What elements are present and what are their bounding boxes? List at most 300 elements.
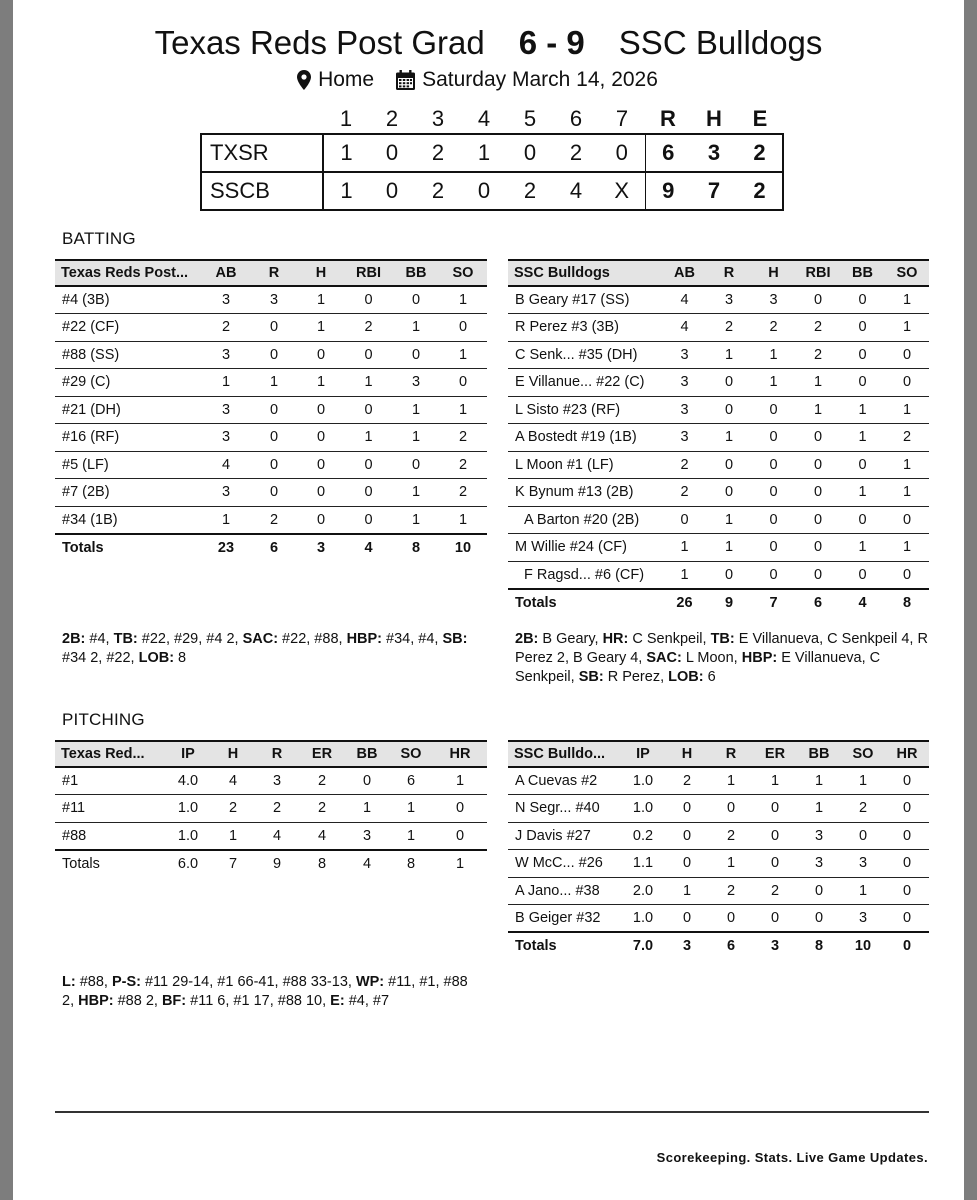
player-name: #11 [55, 795, 165, 823]
stat-column-header: H [751, 260, 796, 286]
player-row [508, 424, 929, 452]
stat-cell: 0 [885, 795, 929, 823]
boxscore-page [13, 0, 964, 1200]
stat-cell: 1 [840, 424, 885, 452]
stat-cell: 1 [211, 822, 255, 850]
player-row [55, 767, 487, 795]
stat-cell: 1 [707, 424, 751, 452]
stat-cell: 1 [751, 369, 796, 397]
player-row [55, 451, 487, 479]
note-value: 6 [703, 669, 716, 685]
stat-column-header: R [709, 741, 753, 767]
inning-score: 0 [507, 134, 553, 172]
stat-cell: 1 [250, 369, 298, 397]
totals-row [55, 850, 487, 878]
note-key: SB: [578, 669, 604, 685]
stat-cell: 0 [433, 822, 487, 850]
stat-cell: 3 [202, 286, 250, 314]
stat-cell: 0 [344, 506, 393, 534]
stat-cell: 1 [885, 314, 929, 342]
calendar-icon [396, 70, 415, 90]
player-name: K Bynum #13 (2B) [508, 479, 662, 507]
stat-cell: 0 [344, 479, 393, 507]
stat-cell: 0 [840, 314, 885, 342]
stat-cell: 0 [751, 561, 796, 589]
stat-cell: 3 [797, 850, 841, 878]
player-row [508, 286, 929, 314]
stat-cell: 3 [202, 479, 250, 507]
total-cell: 6 [250, 534, 298, 562]
stat-column-header: H [665, 741, 709, 767]
stat-column-header: R [707, 260, 751, 286]
total-cell: 7 [751, 589, 796, 617]
stat-cell: 0 [797, 905, 841, 933]
stat-cell: 0 [665, 905, 709, 933]
note-key: SB: [442, 631, 468, 647]
stat-cell: 1 [665, 877, 709, 905]
stat-cell: 1 [840, 396, 885, 424]
note-key: HBP: [78, 993, 114, 1009]
batting-section-label: BATTING [62, 229, 136, 248]
player-row [508, 795, 929, 823]
player-row [508, 341, 929, 369]
inning-score: 2 [507, 172, 553, 210]
inning-score: 0 [369, 172, 415, 210]
footer-tagline: Scorekeeping. Stats. Live Game Updates. [656, 1150, 928, 1165]
total-cell: 9 [707, 589, 751, 617]
stat-cell: 4 [662, 314, 707, 342]
player-name: #88 [55, 822, 165, 850]
stat-cell: 1 [345, 795, 389, 823]
player-name: C Senk... #35 (DH) [508, 341, 662, 369]
stat-cell: 2 [299, 795, 345, 823]
location [297, 68, 374, 92]
stat-cell: 0 [753, 822, 797, 850]
player-name: A Cuevas #2 [508, 767, 621, 795]
stat-cell: 3 [841, 850, 885, 878]
stat-cell: 1 [393, 396, 439, 424]
stat-cell: 2 [709, 822, 753, 850]
stat-cell: 0 [344, 396, 393, 424]
total-cell: 4 [840, 589, 885, 617]
stat-cell: 4.0 [165, 767, 211, 795]
player-name: R Perez #3 (3B) [508, 314, 662, 342]
total-cell: 10 [841, 932, 885, 960]
stat-column-header: IP [621, 741, 665, 767]
stat-cell: 0 [840, 341, 885, 369]
stat-cell: 1 [393, 506, 439, 534]
total-cell: 8 [797, 932, 841, 960]
linescore-team: SSCB [201, 172, 323, 210]
stat-cell: 3 [662, 424, 707, 452]
stat-cell: 1 [885, 286, 929, 314]
total-cell: 4 [345, 850, 389, 878]
player-row [55, 795, 487, 823]
total-cell: 8 [389, 850, 433, 878]
stat-cell: 0 [885, 905, 929, 933]
note-value: 8 [174, 650, 187, 666]
totals-label: Totals [508, 589, 662, 617]
stat-cell: 1 [202, 369, 250, 397]
stat-cell: 3 [202, 424, 250, 452]
player-name: W McC... #26 [508, 850, 621, 878]
game-score: 6 - 9 [518, 24, 585, 61]
player-row [55, 369, 487, 397]
note-key: L: [62, 974, 76, 990]
stat-cell: 3 [797, 822, 841, 850]
player-row [508, 767, 929, 795]
inning-score: X [599, 172, 645, 210]
note-value: #34, #4, [382, 631, 443, 647]
stat-cell: 3 [202, 396, 250, 424]
pitching-notes-home [62, 973, 477, 1011]
hits-header: H [706, 105, 722, 131]
batting-table-away [508, 259, 929, 616]
stat-cell: 0 [751, 396, 796, 424]
home-team-name: Texas Reds Post Grad [154, 24, 485, 61]
stat-cell: 3 [662, 396, 707, 424]
player-name: L Moon #1 (LF) [508, 451, 662, 479]
stat-cell: 0 [841, 822, 885, 850]
stat-cell: 1 [393, 424, 439, 452]
team-column-header: SSC Bulldogs [508, 260, 662, 286]
stat-cell: 0 [298, 396, 344, 424]
stat-column-header: HR [433, 741, 487, 767]
inning-header: 1 [339, 105, 353, 131]
stat-cell: 0 [250, 314, 298, 342]
note-key: SAC: [242, 631, 279, 647]
stat-cell: 2 [439, 451, 487, 479]
stat-cell: 1 [439, 506, 487, 534]
line-score [200, 104, 784, 211]
player-name: #16 (RF) [55, 424, 202, 452]
stat-cell: 6 [389, 767, 433, 795]
stat-cell: 1 [389, 795, 433, 823]
stat-cell: 0 [885, 767, 929, 795]
stat-cell: 0 [751, 479, 796, 507]
total-cell: 8 [299, 850, 345, 878]
stat-cell: 0 [344, 341, 393, 369]
totals-row [508, 589, 929, 617]
stat-cell: 2 [796, 341, 840, 369]
stat-cell: 0 [665, 822, 709, 850]
stat-cell: 0 [662, 506, 707, 534]
stat-cell: 2 [665, 767, 709, 795]
stat-cell: 2 [841, 795, 885, 823]
player-row [55, 424, 487, 452]
stat-cell: 1 [662, 561, 707, 589]
stat-cell: 0 [751, 534, 796, 562]
total-cell: 3 [665, 932, 709, 960]
total-cell: 8 [885, 589, 929, 617]
stat-cell: 0 [250, 396, 298, 424]
stat-column-header: SO [439, 260, 487, 286]
stat-cell: 0 [840, 506, 885, 534]
errors-header: E [752, 105, 768, 131]
stat-column-header: HR [885, 741, 929, 767]
stat-cell: 2 [662, 451, 707, 479]
note-key: P-S: [111, 974, 141, 990]
stat-cell: 0 [439, 369, 487, 397]
map-pin-icon [297, 70, 311, 90]
note-value: #22, #88, [278, 631, 347, 647]
player-row [55, 314, 487, 342]
stat-cell: 1 [298, 286, 344, 314]
stat-cell: 4 [202, 451, 250, 479]
stat-cell: 0 [796, 534, 840, 562]
stat-cell: 0 [250, 451, 298, 479]
note-key: HBP: [741, 650, 778, 666]
stat-cell: 1 [439, 341, 487, 369]
stat-cell: 1 [393, 314, 439, 342]
stat-cell: 2 [753, 877, 797, 905]
stat-cell: 1 [298, 369, 344, 397]
inning-header: 3 [431, 105, 445, 131]
note-key: 2B: [515, 631, 539, 647]
stat-cell: 0.2 [621, 822, 665, 850]
player-row [55, 286, 487, 314]
stat-cell: 2 [885, 424, 929, 452]
stat-cell: 1 [885, 396, 929, 424]
note-key: TB: [113, 631, 138, 647]
stat-column-header: H [211, 741, 255, 767]
totals-label: Totals [55, 850, 165, 878]
stat-cell: 1 [797, 767, 841, 795]
stat-cell: 1 [662, 534, 707, 562]
player-row [508, 850, 929, 878]
note-key: BF: [161, 993, 187, 1009]
player-name: #88 (SS) [55, 341, 202, 369]
stat-cell: 0 [250, 479, 298, 507]
stat-cell: 0 [840, 286, 885, 314]
total-cell: 6.0 [165, 850, 211, 878]
stat-cell: 2 [439, 424, 487, 452]
inning-header: 7 [615, 105, 629, 131]
stat-column-header: BB [393, 260, 439, 286]
stat-cell: 4 [255, 822, 299, 850]
stat-cell: 0 [665, 850, 709, 878]
stat-cell: 1 [709, 767, 753, 795]
total-cell: 7.0 [621, 932, 665, 960]
stat-cell: 0 [840, 369, 885, 397]
stat-cell: 1 [709, 850, 753, 878]
stat-column-header: SO [841, 741, 885, 767]
note-value: #22, #29, #4 2, [137, 631, 243, 647]
inning-header: 2 [385, 105, 399, 131]
stat-cell: 0 [707, 451, 751, 479]
stat-cell: 1.0 [621, 905, 665, 933]
stat-cell: 0 [393, 286, 439, 314]
pitching-table-home [55, 740, 487, 877]
stat-cell: 1 [841, 877, 885, 905]
total-cell: 6 [709, 932, 753, 960]
inning-score: 4 [553, 172, 599, 210]
total-cell: 10 [439, 534, 487, 562]
stat-cell: 1.0 [165, 822, 211, 850]
stat-cell: 0 [753, 795, 797, 823]
inning-score: 2 [553, 134, 599, 172]
stat-column-header: BB [797, 741, 841, 767]
note-value: #4, [85, 631, 114, 647]
stat-cell: 0 [797, 877, 841, 905]
stat-cell: 2 [250, 506, 298, 534]
stat-column-header: R [250, 260, 298, 286]
stat-cell: 1 [751, 341, 796, 369]
inning-score: 0 [461, 172, 507, 210]
stat-cell: 0 [665, 795, 709, 823]
inning-score: 1 [323, 172, 369, 210]
stat-cell: 0 [393, 451, 439, 479]
stat-cell: 0 [709, 795, 753, 823]
inning-score: 1 [323, 134, 369, 172]
inning-score: 2 [415, 172, 461, 210]
date [396, 68, 658, 92]
player-row [508, 396, 929, 424]
stat-cell: 0 [885, 506, 929, 534]
inning-score: 0 [369, 134, 415, 172]
pitching-table-away [508, 740, 929, 960]
stat-cell: 1 [753, 767, 797, 795]
linescore-row-home [201, 134, 783, 172]
stat-cell: 0 [707, 561, 751, 589]
player-row [508, 822, 929, 850]
total-runs: 9 [645, 172, 691, 210]
note-value: E Villanueva, C Senkpeil, [515, 650, 885, 685]
stat-cell: 3 [250, 286, 298, 314]
inning-score: 1 [461, 134, 507, 172]
total-cell: 7 [211, 850, 255, 878]
total-cell: 4 [344, 534, 393, 562]
stat-cell: 4 [662, 286, 707, 314]
stat-cell: 0 [439, 314, 487, 342]
stat-cell: 0 [796, 424, 840, 452]
footer-divider [55, 1111, 929, 1113]
batting-table-home [55, 259, 487, 561]
total-cell: 6 [796, 589, 840, 617]
player-row [55, 479, 487, 507]
note-key: HBP: [346, 631, 383, 647]
stat-cell: 2 [344, 314, 393, 342]
stat-cell: 0 [840, 451, 885, 479]
stat-cell: 1 [202, 506, 250, 534]
note-key: WP: [355, 974, 385, 990]
player-name: F Ragsd... #6 (CF) [508, 561, 662, 589]
stat-cell: 3 [662, 369, 707, 397]
player-row [55, 341, 487, 369]
total-hits: 3 [691, 134, 737, 172]
stat-cell: 0 [751, 506, 796, 534]
stat-cell: 4 [299, 822, 345, 850]
stat-cell: 2 [709, 877, 753, 905]
note-value: C Senkpeil, [628, 631, 711, 647]
stat-cell: 4 [211, 767, 255, 795]
stat-cell: 0 [796, 286, 840, 314]
player-name: A Barton #20 (2B) [508, 506, 662, 534]
team-column-header: Texas Red... [55, 741, 165, 767]
stat-cell: 1 [797, 795, 841, 823]
stat-cell: 0 [796, 451, 840, 479]
inning-score: 0 [599, 134, 645, 172]
stat-cell: 1 [796, 396, 840, 424]
stat-column-header: ER [753, 741, 797, 767]
stat-cell: 1 [840, 534, 885, 562]
stat-column-header: SO [389, 741, 433, 767]
note-value: B Geary, [538, 631, 603, 647]
stat-cell: 0 [753, 905, 797, 933]
stat-column-header: RBI [344, 260, 393, 286]
stat-cell: 0 [885, 369, 929, 397]
player-name: #7 (2B) [55, 479, 202, 507]
batting-notes-home [62, 630, 477, 668]
stat-cell: 1 [433, 767, 487, 795]
stat-cell: 1.0 [165, 795, 211, 823]
stat-cell: 3 [255, 767, 299, 795]
stat-cell: 2 [751, 314, 796, 342]
stat-cell: 1 [439, 286, 487, 314]
stat-cell: 2 [211, 795, 255, 823]
stat-cell: 0 [298, 424, 344, 452]
stat-cell: 0 [796, 506, 840, 534]
stat-cell: 3 [393, 369, 439, 397]
stat-cell: 0 [885, 850, 929, 878]
game-info [13, 68, 964, 92]
note-key: LOB: [668, 669, 704, 685]
stat-column-header: IP [165, 741, 211, 767]
note-value: #11 6, #1 17, #88 10, [186, 993, 331, 1009]
stat-cell: 0 [707, 369, 751, 397]
stat-cell: 0 [344, 286, 393, 314]
stat-cell: 0 [250, 341, 298, 369]
stat-cell: 3 [707, 286, 751, 314]
stat-cell: 1 [393, 479, 439, 507]
stat-cell: 1 [389, 822, 433, 850]
stat-column-header: RBI [796, 260, 840, 286]
player-row [508, 369, 929, 397]
inning-header: 6 [569, 105, 583, 131]
note-value: #4, #7 [344, 993, 390, 1009]
player-name: #4 (3B) [55, 286, 202, 314]
date-text: Saturday March 14, 2026 [422, 68, 658, 91]
stat-cell: 1 [796, 369, 840, 397]
player-row [55, 396, 487, 424]
player-name: #34 (1B) [55, 506, 202, 534]
stat-cell: 0 [345, 767, 389, 795]
total-cell: 8 [393, 534, 439, 562]
note-value: L Moon, [681, 650, 742, 666]
stat-cell: 1 [707, 341, 751, 369]
stat-cell: 2 [707, 314, 751, 342]
stat-cell: 3 [841, 905, 885, 933]
stat-cell: 0 [840, 561, 885, 589]
stat-cell: 1.1 [621, 850, 665, 878]
totals-label: Totals [508, 932, 621, 960]
total-cell: 3 [753, 932, 797, 960]
note-value: #34 2, #22, [62, 631, 472, 666]
stat-cell: 0 [751, 451, 796, 479]
total-cell: 23 [202, 534, 250, 562]
stat-column-header: H [298, 260, 344, 286]
total-runs: 6 [645, 134, 691, 172]
player-row [508, 534, 929, 562]
player-name: A Bostedt #19 (1B) [508, 424, 662, 452]
totals-row [508, 932, 929, 960]
note-value: #11 29-14, #1 66-41, #88 33-13, [140, 974, 356, 990]
linescore-row-away [201, 172, 783, 210]
stat-column-header: R [255, 741, 299, 767]
player-row [508, 506, 929, 534]
stat-cell: 0 [796, 561, 840, 589]
stat-cell: 1 [344, 369, 393, 397]
